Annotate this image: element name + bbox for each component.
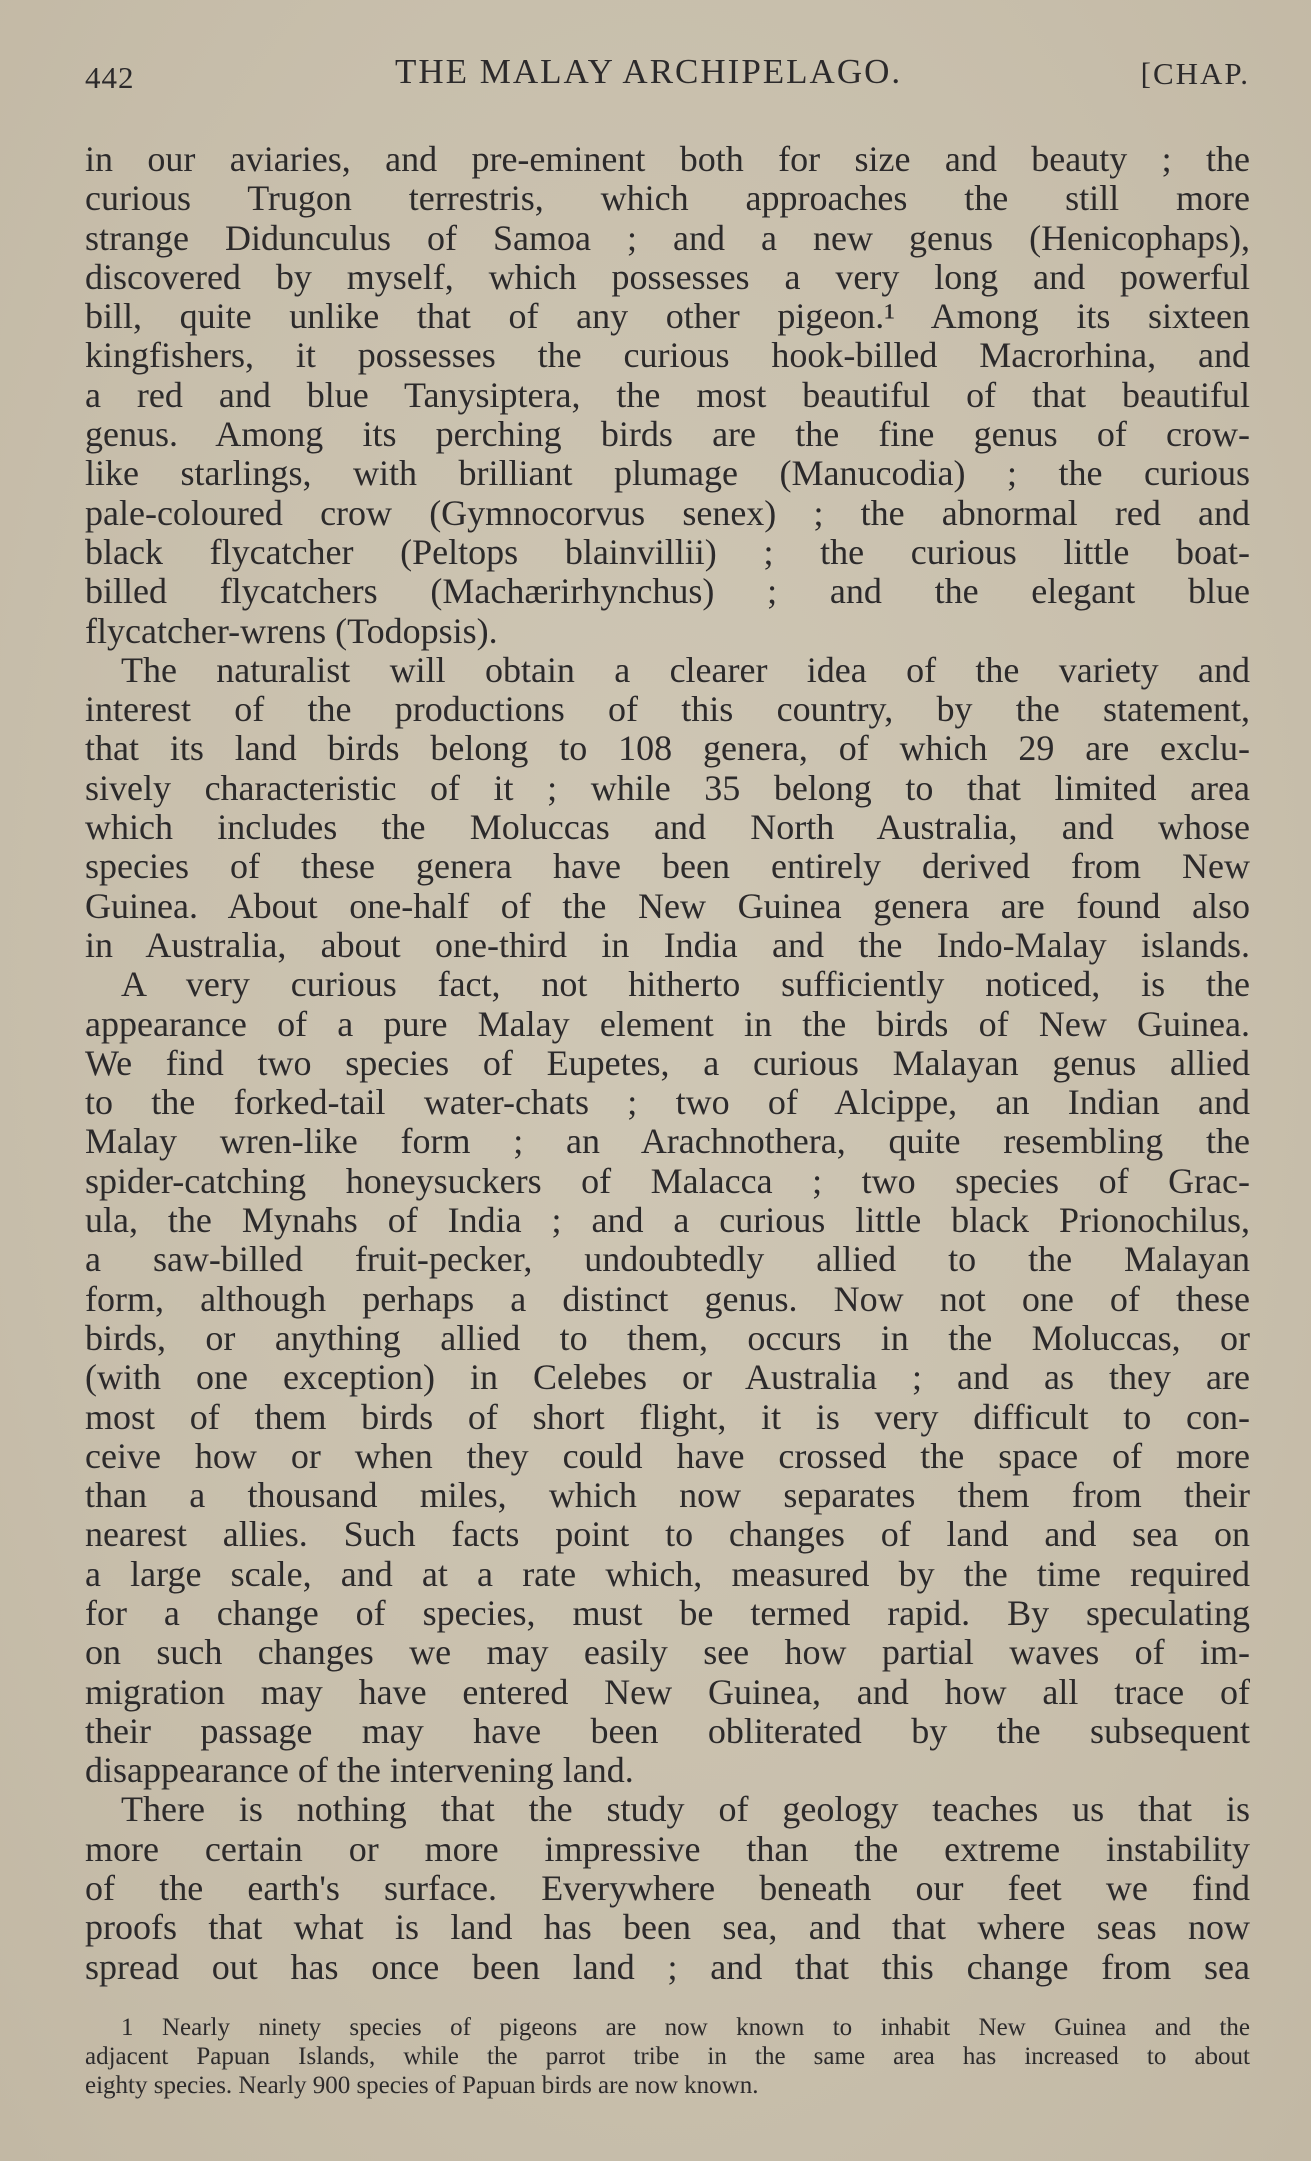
text-line: most of them birds of short flight, it is very difficult to con-: [85, 1396, 1250, 1437]
text-line: ceive how or when they could have crossed the space of more: [85, 1435, 1250, 1476]
text-line: We find two species of Eupetes, a curious Malayan genus allied: [85, 1042, 1250, 1083]
page-header: [85, 52, 1250, 102]
text-line: interest of the productions of this country, by the statement,: [85, 689, 1250, 730]
paragraph-first-line: A very curious fact, not hitherto sufficiently noticed, is the: [121, 964, 1250, 1005]
text-line: birds, or anything allied to them, occurs in the Moluccas, or: [85, 1317, 1250, 1358]
text-line: strange Didunculus of Samoa ; and a new genus (Henicophaps),: [85, 217, 1250, 258]
text-line: ula, the Mynahs of India ; and a curious little black Prionochilus,: [85, 1200, 1250, 1241]
paragraph-first-line: There is nothing that the study of geology teaches us that is: [121, 1789, 1250, 1830]
text-line: kingfishers, it possesses the curious hook-billed Macrorhina, and: [85, 335, 1250, 376]
text-line: (with one exception) in Celebes or Australia ; and as they are: [85, 1357, 1250, 1398]
chapter-mark: [CHAP.: [1140, 56, 1250, 91]
body-text: [85, 140, 1250, 1987]
footnote-line: 1 Nearly ninety species of pigeons are now known to inhabit New Guinea and the: [121, 2014, 1250, 2041]
text-line: pale-coloured crow (Gymnocorvus senex) ; the abnormal red and: [85, 492, 1250, 533]
text-line: like starlings, with brilliant plumage (Manucodia) ; the curious: [85, 453, 1250, 494]
text-line: for a change of species, must be termed rapid. By speculating: [85, 1592, 1250, 1633]
text-line: bill, quite unlike that of any other pigeon.¹ Among its sixteen: [85, 296, 1250, 337]
text-line: which includes the Moluccas and North Australia, and whose: [85, 807, 1250, 848]
text-line: in Australia, about one-third in India and the Indo-Malay islands.: [85, 924, 1250, 965]
text-line: discovered by myself, which possesses a very long and powerful: [85, 256, 1250, 297]
footnote-line: eighty species. Nearly 900 species of Papuan birds are now known.: [85, 2072, 759, 2099]
running-title: THE MALAY ARCHIPELAGO.: [395, 52, 903, 91]
text-line: that its land birds belong to 108 genera, of which 29 are exclu-: [85, 728, 1250, 769]
text-line: to the forked-tail water-chats ; two of Alcippe, an Indian and: [85, 1082, 1250, 1123]
text-line: migration may have entered New Guinea, and how all trace of: [85, 1671, 1250, 1712]
text-line: form, although perhaps a distinct genus. Now not one of these: [85, 1278, 1250, 1319]
text-line: of the earth's surface. Everywhere beneath our feet we find: [85, 1868, 1250, 1909]
text-line: appearance of a pure Malay element in the birds of New Guinea.: [85, 1003, 1250, 1044]
text-line: in our aviaries, and pre-eminent both for size and beauty ; the: [85, 139, 1250, 179]
text-line: Guinea. About one-half of the New Guinea genera are found also: [85, 885, 1250, 926]
text-line: a saw-billed fruit-pecker, undoubtedly allied to the Malayan: [85, 1239, 1250, 1280]
page-number: 442: [85, 60, 135, 95]
text-line: black flycatcher (Peltops blainvillii) ; the curious little boat-: [85, 531, 1250, 572]
text-line: sively characteristic of it ; while 35 belong to that limited area: [85, 767, 1250, 808]
text-line: spider-catching honeysuckers of Malacca ; two species of Grac-: [85, 1160, 1250, 1201]
text-line: Malay wren-like form ; an Arachnothera, quite resembling the: [85, 1121, 1250, 1162]
text-line: more certain or more impressive than the extreme instability: [85, 1828, 1250, 1869]
text-line: a large scale, and at a rate which, measured by the time required: [85, 1553, 1250, 1594]
text-line: curious Trugon terrestris, which approaches the still more: [85, 178, 1250, 219]
footnotes: [85, 2013, 1250, 2100]
text-line: genus. Among its perching birds are the fine genus of crow-: [85, 414, 1250, 455]
text-line: than a thousand miles, which now separates them from their: [85, 1475, 1250, 1516]
text-line: spread out has once been land ; and that this change from sea: [85, 1946, 1250, 1987]
text-line: nearest allies. Such facts point to changes of land and sea on: [85, 1514, 1250, 1555]
text-line: billed flycatchers (Machærirhynchus) ; and the elegant blue: [85, 571, 1250, 612]
text-line: proofs that what is land has been sea, and that where seas now: [85, 1907, 1250, 1948]
footnote-line: adjacent Papuan Islands, while the parrot tribe in the same area has increased to about: [85, 2043, 1250, 2070]
text-line: their passage may have been obliterated by the subsequent: [85, 1710, 1250, 1751]
text-line: a red and blue Tanysiptera, the most beautiful of that beautiful: [85, 374, 1250, 415]
text-line: species of these genera have been entirely derived from New: [85, 846, 1250, 887]
text-line: flycatcher-wrens (Todopsis).: [85, 610, 498, 651]
text-line: disappearance of the intervening land.: [85, 1750, 634, 1791]
text-line: on such changes we may easily see how partial waves of im-: [85, 1632, 1250, 1673]
paragraph-first-line: The naturalist will obtain a clearer idea of the variety and: [121, 649, 1250, 690]
